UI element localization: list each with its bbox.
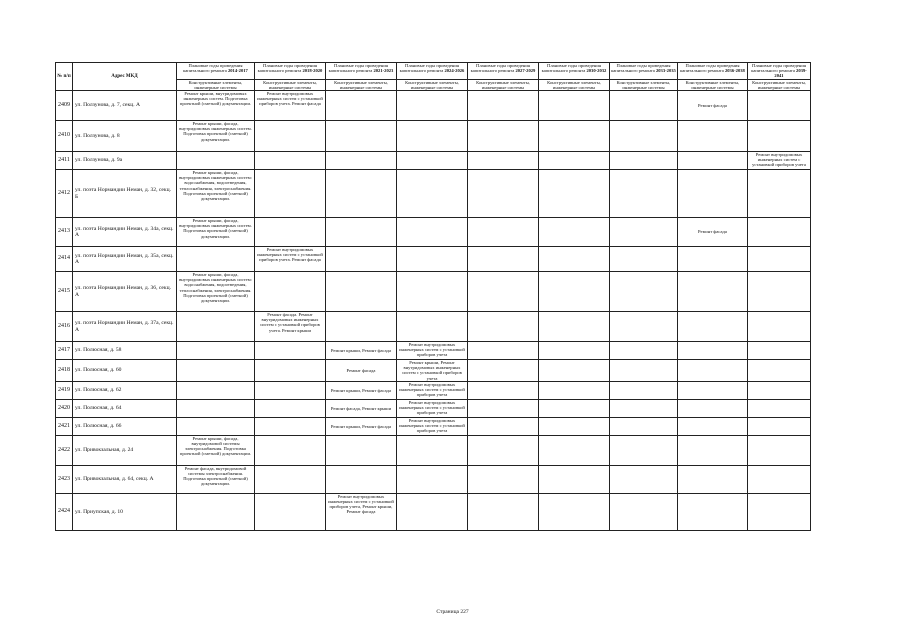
repair-works-cell <box>468 247 539 272</box>
repair-works-cell <box>678 312 748 342</box>
repair-works-cell <box>678 381 748 399</box>
repair-works-cell <box>255 218 326 247</box>
repair-works-cell: Ремонт внутридомовых инженерных систем с установкой приборов учета <box>397 381 468 399</box>
repair-works-cell <box>468 272 539 312</box>
repair-works-cell <box>539 342 610 360</box>
repair-works-cell <box>539 272 610 312</box>
capital-repair-table <box>55 62 811 531</box>
repair-works-cell: Ремонт крыши, Ремонт фасада <box>326 417 397 435</box>
repair-works-cell <box>539 218 610 247</box>
repair-works-cell <box>326 435 397 465</box>
repair-works-cell <box>468 91 539 121</box>
repair-works-cell <box>468 342 539 360</box>
repair-works-cell <box>748 121 811 152</box>
repair-works-cell <box>468 312 539 342</box>
repair-works-cell <box>397 493 468 530</box>
row-address: ул. поэта Нормандии Неман, д. 35а, секц. А <box>73 247 177 272</box>
repair-works-cell <box>539 152 610 170</box>
repair-works-cell <box>610 465 678 493</box>
header-period-title: Плановые годы проведения капитального ремонта 2014-2017 <box>177 63 255 80</box>
repair-works-cell <box>610 272 678 312</box>
repair-works-cell <box>539 121 610 152</box>
header-period-sub: Конструктивные элементы, инженерные системы <box>397 79 468 90</box>
row-address: ул. Привокзальная, д. 24 <box>73 435 177 465</box>
repair-works-cell <box>468 465 539 493</box>
repair-works-cell <box>539 247 610 272</box>
row-address: ул. поэта Нормандии Неман, д. 37а, секц. А <box>73 312 177 342</box>
repair-works-cell <box>255 465 326 493</box>
repair-works-cell <box>678 417 748 435</box>
row-address: ул. поэта Нормандии Неман, д. 32, секц. Б <box>73 170 177 218</box>
header-address: Адрес МКД <box>73 63 177 91</box>
repair-works-cell <box>748 381 811 399</box>
repair-works-cell: Ремонт фасада <box>678 91 748 121</box>
header-period-sub: Конструктивные элементы, инженерные системы <box>326 79 397 90</box>
table-body <box>56 91 811 531</box>
repair-works-cell <box>397 247 468 272</box>
repair-works-cell <box>177 493 255 530</box>
repair-works-cell <box>326 312 397 342</box>
repair-works-cell: Ремонт фасада <box>678 218 748 247</box>
repair-works-cell <box>326 247 397 272</box>
header-period-sub: Конструктивные элементы, инженерные системы <box>610 79 678 90</box>
table-row <box>56 218 811 247</box>
row-number: 2413 <box>56 218 73 247</box>
header-period-title: Плановые годы проведения капитального ремонта 2027-2029 <box>468 63 539 80</box>
repair-works-cell <box>468 218 539 247</box>
header-period-sub: Конструктивные элементы, инженерные системы <box>468 79 539 90</box>
table-row <box>56 91 811 121</box>
repair-works-cell <box>177 247 255 272</box>
repair-works-cell: Ремонт внутридомовых инженерных систем с установкой приборов учета <box>397 399 468 417</box>
table-row <box>56 435 811 465</box>
row-number: 2412 <box>56 170 73 218</box>
header-period-title: Плановые годы проведения капитального ремонта 2030-2032 <box>539 63 610 80</box>
row-address: ул. Полюсная, д. 62 <box>73 381 177 399</box>
repair-works-cell <box>748 435 811 465</box>
repair-works-cell <box>177 399 255 417</box>
repair-works-cell <box>468 121 539 152</box>
row-number: 2419 <box>56 381 73 399</box>
repair-works-cell: Ремонт фасада. Ремонт внутридомовых инженерных систем с установкой приборов учета. Ремонт крыши <box>255 312 326 342</box>
row-number: 2417 <box>56 342 73 360</box>
repair-works-cell <box>610 342 678 360</box>
repair-works-cell <box>539 465 610 493</box>
repair-works-cell <box>539 381 610 399</box>
row-address: ул. Полюсная, д. 64 <box>73 399 177 417</box>
repair-works-cell <box>610 247 678 272</box>
repair-works-cell: Ремонт внутридомовых инженерных систем с установкой приборов учета <box>748 152 811 170</box>
repair-works-cell: Ремонт крыши, фасада, внутридомовых инженерных систем. Подготовка проектной (сметной) документации. <box>177 121 255 152</box>
repair-works-cell <box>610 399 678 417</box>
repair-works-cell <box>255 399 326 417</box>
repair-works-cell <box>678 493 748 530</box>
repair-works-cell: Ремонт крыши, Ремонт фасада <box>326 381 397 399</box>
row-address: ул. Ползунова, д. 7, секц. А <box>73 91 177 121</box>
repair-works-cell <box>748 465 811 493</box>
row-address: ул. Полюсная, д. 60 <box>73 360 177 382</box>
row-address: ул. поэта Нормандии Неман, д. 34а, секц. А <box>73 218 177 247</box>
row-number: 2420 <box>56 399 73 417</box>
row-address: ул. Приупская, д. 10 <box>73 493 177 530</box>
table-row <box>56 360 811 382</box>
repair-works-cell <box>397 152 468 170</box>
table-row <box>56 272 811 312</box>
repair-works-cell <box>678 121 748 152</box>
repair-works-cell: Ремонт крыши, фасада, внутридомовых инженерных систем: водоснабжения, водоотведения, теплоснабжения, электроснабжения. Подготовка проектной (сметной) документации. <box>177 272 255 312</box>
repair-works-cell <box>539 493 610 530</box>
repair-works-cell <box>748 493 811 530</box>
repair-works-cell <box>748 218 811 247</box>
repair-works-cell <box>255 360 326 382</box>
header-period-sub: Конструктивные элементы, инженерные системы <box>177 79 255 90</box>
header-period-title: Плановые годы проведения капитального ремонта 2021-2023 <box>326 63 397 80</box>
row-address: ул. Полюсная, д. 58 <box>73 342 177 360</box>
row-number: 2422 <box>56 435 73 465</box>
repair-works-cell: Ремонт внутридомовых инженерных систем с установкой приборов учета, Ремонт крыши, Ремонт фасада <box>326 493 397 530</box>
repair-works-cell <box>255 435 326 465</box>
row-number: 2421 <box>56 417 73 435</box>
row-number: 2410 <box>56 121 73 152</box>
header-period-sub: Конструктивные элементы, инженерные системы <box>255 79 326 90</box>
repair-works-cell <box>326 91 397 121</box>
repair-works-cell <box>539 91 610 121</box>
repair-works-cell <box>177 152 255 170</box>
repair-works-cell <box>748 342 811 360</box>
row-number: 2423 <box>56 465 73 493</box>
repair-works-cell <box>397 121 468 152</box>
repair-works-cell <box>610 91 678 121</box>
repair-works-cell <box>255 121 326 152</box>
repair-works-cell <box>748 91 811 121</box>
repair-works-cell: Ремонт фасада <box>326 360 397 382</box>
repair-works-cell <box>397 170 468 218</box>
row-address: ул. Ползунова, д. 8 <box>73 121 177 152</box>
repair-works-cell <box>610 435 678 465</box>
repair-works-cell <box>255 417 326 435</box>
header-num: № п/п <box>56 63 73 91</box>
repair-works-cell <box>397 91 468 121</box>
repair-works-cell <box>397 272 468 312</box>
repair-works-cell <box>255 381 326 399</box>
row-address: ул. Привокзальная, д. 64, секц. А <box>73 465 177 493</box>
repair-works-cell <box>610 493 678 530</box>
repair-works-cell <box>678 247 748 272</box>
repair-works-cell <box>610 381 678 399</box>
page-number: Страница 227 <box>436 609 469 615</box>
repair-works-cell <box>610 170 678 218</box>
repair-works-cell <box>326 152 397 170</box>
repair-works-cell <box>678 170 748 218</box>
table-row <box>56 399 811 417</box>
repair-works-cell <box>610 312 678 342</box>
repair-works-cell <box>610 218 678 247</box>
repair-works-cell <box>678 435 748 465</box>
repair-works-cell <box>326 465 397 493</box>
repair-works-cell <box>748 399 811 417</box>
repair-works-cell: Ремонт крыши, Ремонт внутридомовых инженерных систем с установкой приборов учета <box>397 360 468 382</box>
repair-works-cell <box>397 465 468 493</box>
row-address: ул. Ползунова, д. 9а <box>73 152 177 170</box>
repair-works-cell <box>678 465 748 493</box>
repair-works-cell <box>539 417 610 435</box>
repair-works-cell <box>177 381 255 399</box>
repair-works-cell <box>678 272 748 312</box>
row-number: 2411 <box>56 152 73 170</box>
table-row <box>56 170 811 218</box>
repair-works-cell <box>468 435 539 465</box>
repair-works-cell <box>748 312 811 342</box>
row-number: 2415 <box>56 272 73 312</box>
repair-works-cell: Ремонт внутридомовых инженерных систем с установкой приборов учета. Ремонт фасада <box>255 91 326 121</box>
repair-works-cell: Ремонт фасада, Ремонт крыши <box>326 399 397 417</box>
table-header <box>56 63 811 91</box>
repair-works-cell <box>678 342 748 360</box>
repair-works-cell <box>678 152 748 170</box>
table-row <box>56 381 811 399</box>
repair-works-cell: Ремонт внутридомовых инженерных систем с установкой приборов учета <box>397 342 468 360</box>
table-row <box>56 342 811 360</box>
header-period-title: Плановые годы проведения капитального ремонта 2033-2035 <box>610 63 678 80</box>
repair-works-cell <box>748 417 811 435</box>
repair-works-cell <box>678 360 748 382</box>
repair-works-cell <box>539 399 610 417</box>
table-row <box>56 493 811 530</box>
row-number: 2414 <box>56 247 73 272</box>
header-period-title: Плановые годы проведения капитального ремонта 2039-2041 <box>748 63 811 80</box>
repair-works-cell: Ремонт внутридомовых инженерных систем с установкой приборов учета <box>397 417 468 435</box>
repair-works-cell <box>748 247 811 272</box>
repair-works-cell <box>748 170 811 218</box>
repair-works-cell: Ремонт крыши, внутридомовых инженерных систем. Подготовка проектной (сметной) документации. <box>177 91 255 121</box>
table-row <box>56 152 811 170</box>
repair-works-cell: Ремонт крыши, фасада, внутридомовых инженерных систем: водоснабжения, водоотведения, теплоснабжения, электроснабжения. Подготовка проектной (сметной) документации. <box>177 170 255 218</box>
repair-works-cell <box>397 435 468 465</box>
repair-works-cell <box>326 218 397 247</box>
repair-works-cell <box>748 272 811 312</box>
repair-works-cell <box>610 152 678 170</box>
header-period-title: Плановые годы проведения капитального ремонта 2024-2026 <box>397 63 468 80</box>
repair-works-cell: Ремонт внутридомовых инженерных систем с установкой приборов учета. Ремонт фасада <box>255 247 326 272</box>
repair-works-cell <box>468 417 539 435</box>
repair-works-cell <box>255 493 326 530</box>
row-address: ул. поэта Нормандии Неман, д. 36, секц. А <box>73 272 177 312</box>
repair-works-cell: Ремонт крыши, фасада, внутридомовых инженерных систем. Подготовка проектной (сметной) документации. <box>177 218 255 247</box>
repair-works-cell <box>539 170 610 218</box>
header-period-title: Плановые годы проведения капитального ремонта 2018-2020 <box>255 63 326 80</box>
repair-works-cell <box>748 360 811 382</box>
repair-works-cell <box>539 360 610 382</box>
repair-works-cell <box>255 342 326 360</box>
header-period-sub: Конструктивные элементы, инженерные системы <box>539 79 610 90</box>
table-row <box>56 247 811 272</box>
repair-works-cell: Ремонт крыши, Ремонт фасада <box>326 342 397 360</box>
repair-works-cell <box>397 312 468 342</box>
table-row <box>56 417 811 435</box>
row-number: 2416 <box>56 312 73 342</box>
repair-works-cell <box>610 121 678 152</box>
repair-works-cell <box>255 170 326 218</box>
repair-works-cell <box>539 435 610 465</box>
repair-works-cell <box>468 399 539 417</box>
repair-works-cell <box>326 121 397 152</box>
table-row <box>56 465 811 493</box>
repair-works-cell: Ремонт крыши, фасада, внутридомовой системы электроснабжения. Подготовка проектной (сметной) документации. <box>177 435 255 465</box>
repair-works-cell <box>678 399 748 417</box>
row-number: 2424 <box>56 493 73 530</box>
repair-works-cell <box>177 342 255 360</box>
repair-works-cell <box>255 152 326 170</box>
repair-works-cell <box>468 493 539 530</box>
repair-works-cell <box>177 312 255 342</box>
header-period-sub: Конструктивные элементы, инженерные системы <box>748 79 811 90</box>
repair-works-cell <box>255 272 326 312</box>
repair-works-cell <box>468 170 539 218</box>
repair-works-cell <box>326 170 397 218</box>
repair-works-cell <box>326 272 397 312</box>
repair-works-cell <box>468 381 539 399</box>
row-number: 2409 <box>56 91 73 121</box>
repair-works-cell <box>397 218 468 247</box>
repair-works-cell <box>610 360 678 382</box>
header-period-title: Плановые годы проведения капитального ремонта 2036-2038 <box>678 63 748 80</box>
row-address: ул. Полюсная, д. 66 <box>73 417 177 435</box>
header-period-sub: Конструктивные элементы, инженерные системы <box>678 79 748 90</box>
table-row <box>56 312 811 342</box>
repair-works-cell <box>177 417 255 435</box>
repair-works-cell: Ремонт фасада, внутридомовой системы электроснабжения. Подготовка проектной (сметной) документации. <box>177 465 255 493</box>
repair-works-cell <box>177 360 255 382</box>
repair-works-cell <box>610 417 678 435</box>
repair-works-cell <box>539 312 610 342</box>
repair-works-cell <box>468 152 539 170</box>
repair-works-cell <box>468 360 539 382</box>
row-number: 2418 <box>56 360 73 382</box>
table-row <box>56 121 811 152</box>
